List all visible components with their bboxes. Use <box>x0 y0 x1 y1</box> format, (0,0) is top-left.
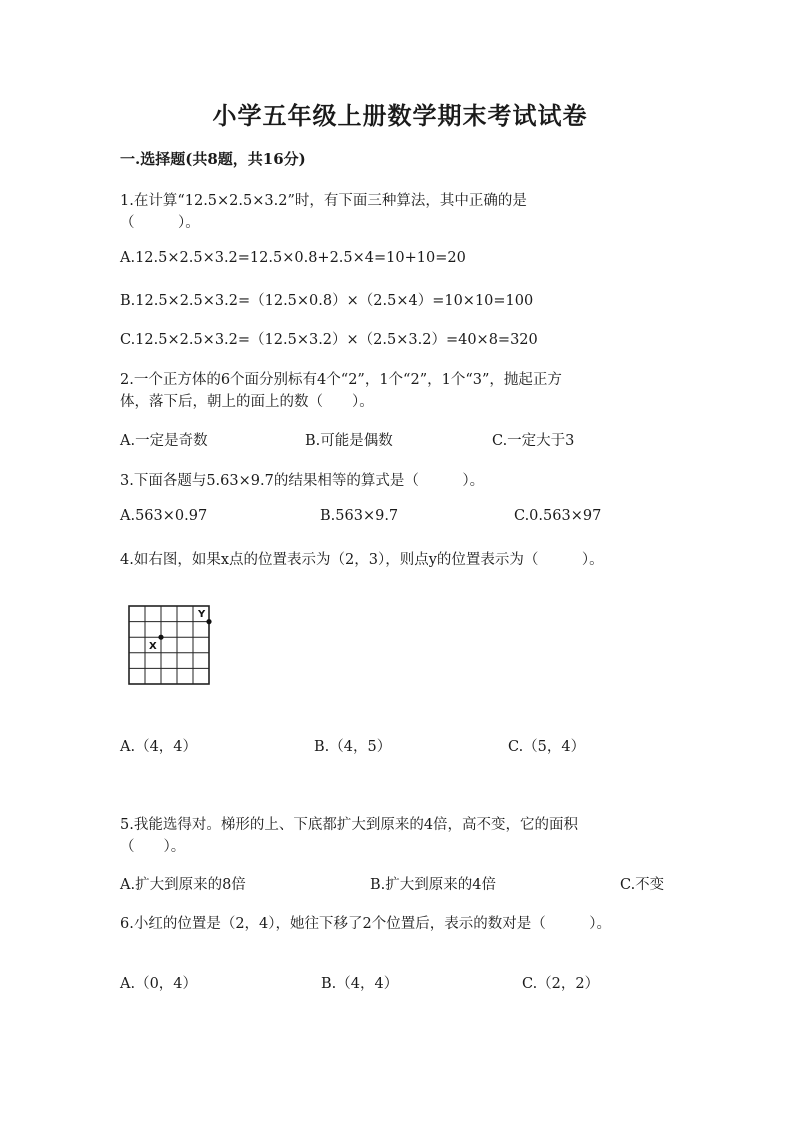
point-x <box>158 635 163 640</box>
question-5-text: 5.我能选得对。梯形的上、下底都扩大到原来的4倍，高不变，它的面积 <box>120 817 579 833</box>
question-3-text: 3.下面各题与5.63×9.7的结果相等的算式是（ ）。 <box>120 473 485 489</box>
question-4-option-b: B.（4，5） <box>314 739 392 755</box>
point-y <box>206 619 211 624</box>
question-5-blank: （ ）。 <box>120 839 186 855</box>
question-2-option-c: C.一定大于3 <box>492 433 575 449</box>
question-1-text: 1.在计算“12.5×2.5×3.2”时，有下面三种算法，其中正确的是 <box>120 193 527 209</box>
question-6-option-a: A.（0，4） <box>120 976 198 992</box>
coordinate-grid-figure <box>126 603 216 687</box>
question-1-option-b: B.12.5×2.5×3.2=（12.5×0.8）×（2.5×4）=10×10=100 <box>120 293 534 309</box>
question-5-option-a: A.扩大到原来的8倍 <box>120 877 246 893</box>
question-2-option-a: A.一定是奇数 <box>120 433 208 449</box>
question-1-option-a: A.12.5×2.5×3.2=12.5×0.8+2.5×4=10+10=20 <box>120 250 466 266</box>
question-4-option-c: C.（5，4） <box>508 739 586 755</box>
question-6-option-c: C.（2，2） <box>522 976 600 992</box>
section-heading: 一.选择题(共8题，共16分) <box>120 150 306 168</box>
point-x-label: X <box>149 641 157 652</box>
question-3-option-a: A.563×0.97 <box>120 508 208 524</box>
question-5-option-c: C.不变 <box>620 877 665 893</box>
question-2-text: 2.一个正方体的6个面分别标有4个“2”，1个“2”，1个“3”，抛起正方 <box>120 372 562 388</box>
question-2-option-b: B.可能是偶数 <box>305 433 393 449</box>
coordinate-grid-svg <box>126 603 216 687</box>
question-4-text: 4.如右图，如果x点的位置表示为（2，3），则点y的位置表示为（ ）。 <box>120 552 604 568</box>
question-6-text: 6.小红的位置是（2，4），她往下移了2个位置后，表示的数对是（ ）。 <box>120 916 612 932</box>
question-3-option-b: B.563×9.7 <box>320 508 399 524</box>
question-1-blank: （ ）。 <box>120 215 200 231</box>
point-y-label: Y <box>198 609 206 620</box>
question-4-option-a: A.（4，4） <box>120 739 198 755</box>
question-1-option-c: C.12.5×2.5×3.2=（12.5×3.2）×（2.5×3.2）=40×8=320 <box>120 332 538 348</box>
page-title: 小学五年级上册数学期末考试试卷 <box>212 101 588 130</box>
grid-border <box>129 606 209 684</box>
question-3-option-c: C.0.563×97 <box>514 508 602 524</box>
question-2-text-cont: 体，落下后，朝上的面上的数（ ）。 <box>120 394 374 410</box>
question-5-option-b: B.扩大到原来的4倍 <box>370 877 496 893</box>
question-6-option-b: B.（4，4） <box>321 976 399 992</box>
